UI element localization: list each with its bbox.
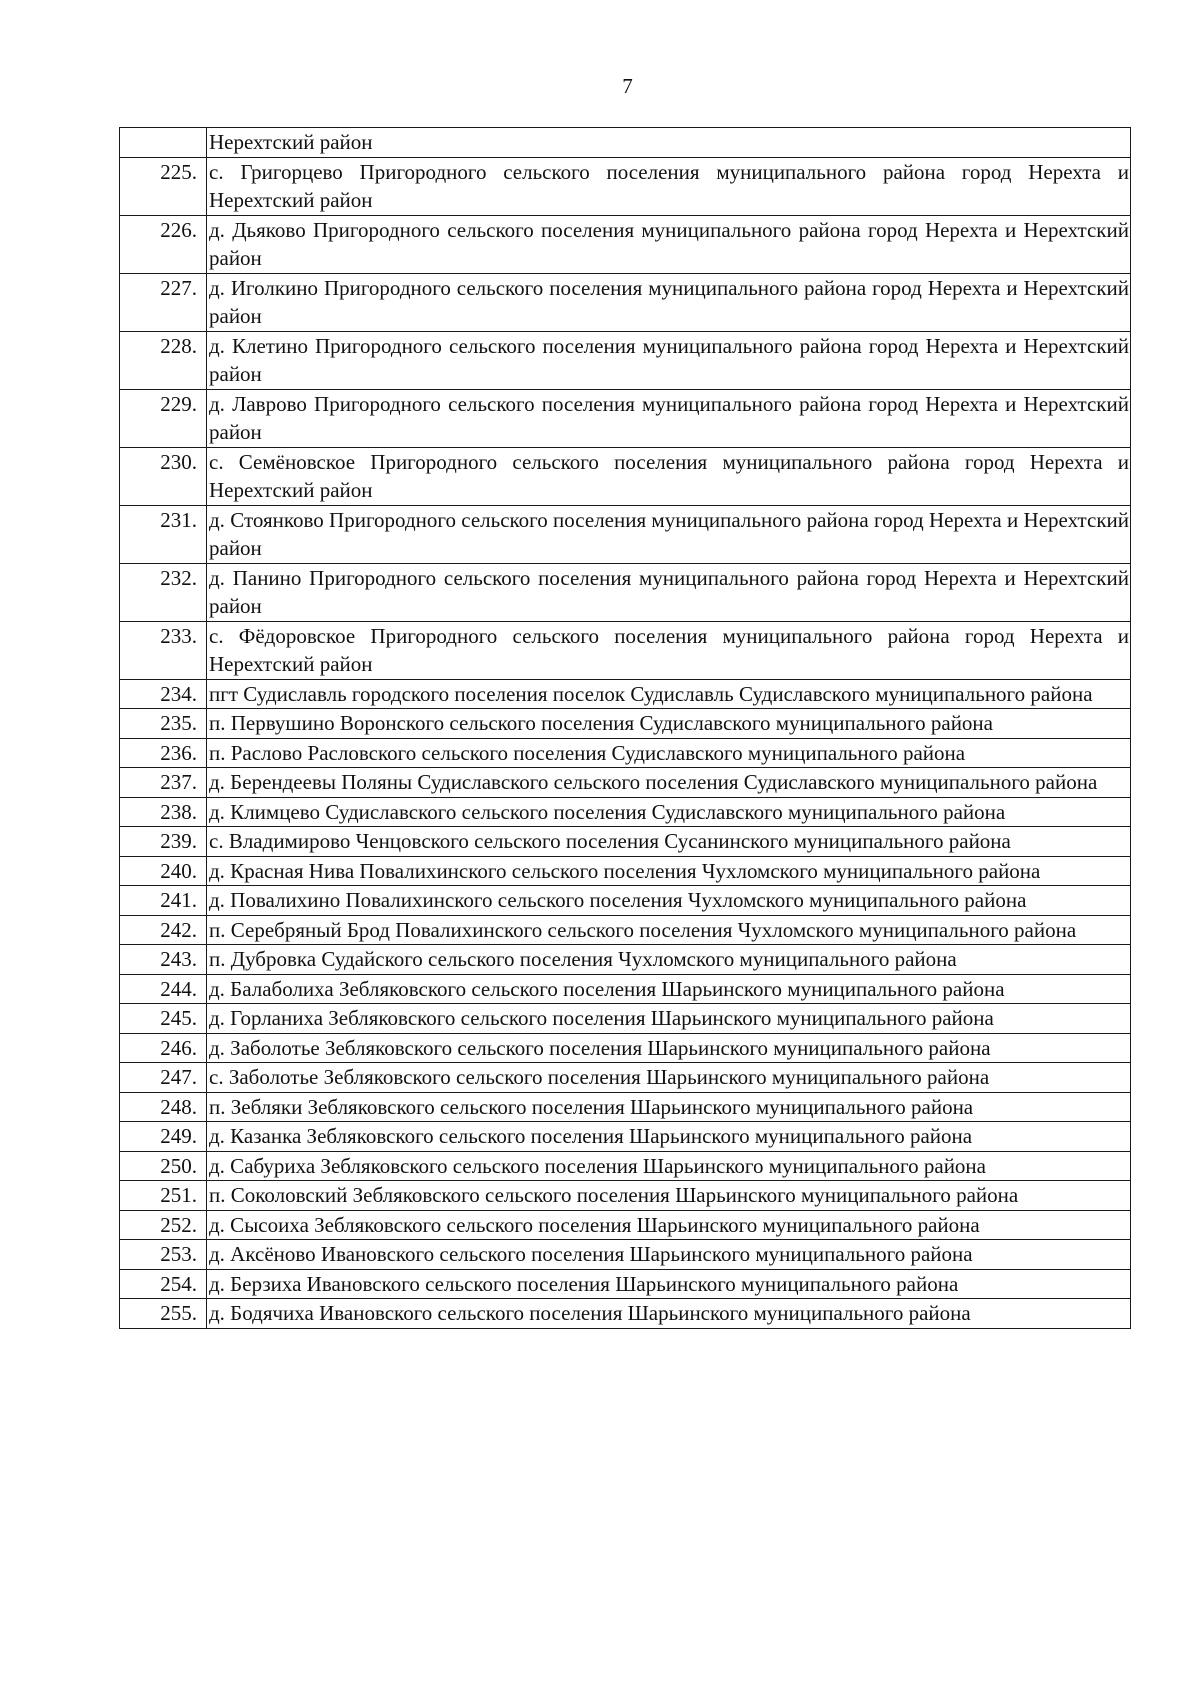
settlement-name: д. Заболотье Зебляковского сельского поселения Шарьинского муниципального района bbox=[207, 1033, 1131, 1063]
row-number: 243. bbox=[120, 945, 207, 975]
table-row bbox=[120, 679, 1131, 709]
settlement-name: д. Сысоиха Зебляковского сельского поселения Шарьинского муниципального района bbox=[207, 1210, 1131, 1240]
table-row bbox=[120, 886, 1131, 916]
settlement-name: д. Бодячиха Ивановского сельского поселения Шарьинского муниципального района bbox=[207, 1299, 1131, 1329]
table-row bbox=[120, 945, 1131, 975]
row-number: 238. bbox=[120, 797, 207, 827]
settlement-name: п. Серебряный Брод Повалихинского сельского поселения Чухломского муниципального района bbox=[207, 915, 1131, 945]
table-row bbox=[120, 1004, 1131, 1034]
row-number: 225. bbox=[120, 157, 207, 215]
table-row bbox=[120, 1181, 1131, 1211]
table-row bbox=[120, 389, 1131, 447]
row-number: 242. bbox=[120, 915, 207, 945]
table-row bbox=[120, 709, 1131, 739]
table-row bbox=[120, 1151, 1131, 1181]
settlement-name: д. Иголкино Пригородного сельского поселения муниципального района город Нерехта и Нерехтский район bbox=[207, 273, 1131, 331]
row-number: 227. bbox=[120, 273, 207, 331]
row-number: 251. bbox=[120, 1181, 207, 1211]
table-row bbox=[120, 1210, 1131, 1240]
row-number: 246. bbox=[120, 1033, 207, 1063]
row-number: 253. bbox=[120, 1240, 207, 1270]
settlement-name: д. Панино Пригородного сельского поселения муниципального района город Нерехта и Нерехтский район bbox=[207, 563, 1131, 621]
settlement-name: д. Стоянково Пригородного сельского поселения муниципального района город Нерехта и Нерехтский район bbox=[207, 505, 1131, 563]
settlement-name: д. Горланиха Зебляковского сельского поселения Шарьинского муниципального района bbox=[207, 1004, 1131, 1034]
row-number: 226. bbox=[120, 215, 207, 273]
row-number: 252. bbox=[120, 1210, 207, 1240]
settlement-name: д. Климцево Судиславского сельского поселения Судиславского муниципального района bbox=[207, 797, 1131, 827]
settlement-name: д. Красная Нива Повалихинского сельского поселения Чухломского муниципального района bbox=[207, 856, 1131, 886]
table-row bbox=[120, 1063, 1131, 1093]
settlement-name: д. Лаврово Пригородного сельского поселения муниципального района город Нерехта и Нерехтский район bbox=[207, 389, 1131, 447]
row-number: 249. bbox=[120, 1122, 207, 1152]
table-row bbox=[120, 331, 1131, 389]
table-row bbox=[120, 827, 1131, 857]
row-number: 234. bbox=[120, 679, 207, 709]
row-number: 244. bbox=[120, 974, 207, 1004]
settlement-name: д. Сабуриха Зебляковского сельского поселения Шарьинского муниципального района bbox=[207, 1151, 1131, 1181]
table-body bbox=[120, 128, 1131, 1329]
table-row bbox=[120, 128, 1131, 158]
table-row bbox=[120, 1122, 1131, 1152]
settlement-name: п. Дубровка Судайского сельского поселения Чухломского муниципального района bbox=[207, 945, 1131, 975]
settlement-name: с. Заболотье Зебляковского сельского поселения Шарьинского муниципального района bbox=[207, 1063, 1131, 1093]
settlement-name: с. Фёдоровское Пригородного сельского поселения муниципального района город Нерехта и Нерехтский район bbox=[207, 621, 1131, 679]
settlement-name: п. Зебляки Зебляковского сельского поселения Шарьинского муниципального района bbox=[207, 1092, 1131, 1122]
settlement-name: д. Повалихино Повалихинского сельского поселения Чухломского муниципального района bbox=[207, 886, 1131, 916]
row-number: 239. bbox=[120, 827, 207, 857]
table-row bbox=[120, 621, 1131, 679]
settlement-name: д. Берендеевы Поляны Судиславского сельского поселения Судиславского муниципального района bbox=[207, 768, 1131, 798]
row-number: 254. bbox=[120, 1269, 207, 1299]
row-number: 248. bbox=[120, 1092, 207, 1122]
row-number bbox=[120, 128, 207, 158]
row-number: 237. bbox=[120, 768, 207, 798]
row-number: 233. bbox=[120, 621, 207, 679]
table-row bbox=[120, 797, 1131, 827]
row-number: 230. bbox=[120, 447, 207, 505]
table-row bbox=[120, 157, 1131, 215]
row-number: 255. bbox=[120, 1299, 207, 1329]
row-number: 231. bbox=[120, 505, 207, 563]
row-number: 250. bbox=[120, 1151, 207, 1181]
table-row bbox=[120, 563, 1131, 621]
settlement-name: д. Казанка Зебляковского сельского поселения Шарьинского муниципального района bbox=[207, 1122, 1131, 1152]
settlement-name: п. Соколовский Зебляковского сельского поселения Шарьинского муниципального района bbox=[207, 1181, 1131, 1211]
settlement-name: д. Аксёново Ивановского сельского поселения Шарьинского муниципального района bbox=[207, 1240, 1131, 1270]
row-number: 241. bbox=[120, 886, 207, 916]
page-number: 7 bbox=[622, 74, 633, 98]
table-row bbox=[120, 738, 1131, 768]
row-number: 235. bbox=[120, 709, 207, 739]
settlement-name: Нерехтский район bbox=[207, 128, 1131, 158]
row-number: 232. bbox=[120, 563, 207, 621]
settlement-name: пгт Судиславль городского поселения поселок Судиславль Судиславского муниципального района bbox=[207, 679, 1131, 709]
table-row bbox=[120, 1240, 1131, 1270]
row-number: 247. bbox=[120, 1063, 207, 1093]
row-number: 245. bbox=[120, 1004, 207, 1034]
table-row bbox=[120, 273, 1131, 331]
table-row bbox=[120, 1033, 1131, 1063]
row-number: 240. bbox=[120, 856, 207, 886]
settlement-name: д. Дьяково Пригородного сельского поселения муниципального района город Нерехта и Нерехтский район bbox=[207, 215, 1131, 273]
settlement-name: д. Балаболиха Зебляковского сельского поселения Шарьинского муниципального района bbox=[207, 974, 1131, 1004]
settlement-name: п. Первушино Воронского сельского поселения Судиславского муниципального района bbox=[207, 709, 1131, 739]
settlement-name: д. Берзиха Ивановского сельского поселения Шарьинского муниципального района bbox=[207, 1269, 1131, 1299]
table-row bbox=[120, 447, 1131, 505]
table-row bbox=[120, 856, 1131, 886]
settlement-name: с. Владимирово Ченцовского сельского поселения Сусанинского муниципального района bbox=[207, 827, 1131, 857]
settlement-name: с. Григорцево Пригородного сельского поселения муниципального района город Нерехта и Нерехтский район bbox=[207, 157, 1131, 215]
table-row bbox=[120, 915, 1131, 945]
settlement-name: с. Семёновское Пригородного сельского поселения муниципального района город Нерехта и Нерехтский район bbox=[207, 447, 1131, 505]
row-number: 236. bbox=[120, 738, 207, 768]
table-row bbox=[120, 974, 1131, 1004]
table-row bbox=[120, 505, 1131, 563]
table-row bbox=[120, 215, 1131, 273]
table-row bbox=[120, 1299, 1131, 1329]
settlement-name: д. Клетино Пригородного сельского поселения муниципального района город Нерехта и Нерехтский район bbox=[207, 331, 1131, 389]
table-row bbox=[120, 1269, 1131, 1299]
table-row bbox=[120, 768, 1131, 798]
table-row bbox=[120, 1092, 1131, 1122]
row-number: 229. bbox=[120, 389, 207, 447]
settlements-table bbox=[119, 127, 1131, 1329]
row-number: 228. bbox=[120, 331, 207, 389]
settlement-name: п. Раслово Расловского сельского поселения Судиславского муниципального района bbox=[207, 738, 1131, 768]
